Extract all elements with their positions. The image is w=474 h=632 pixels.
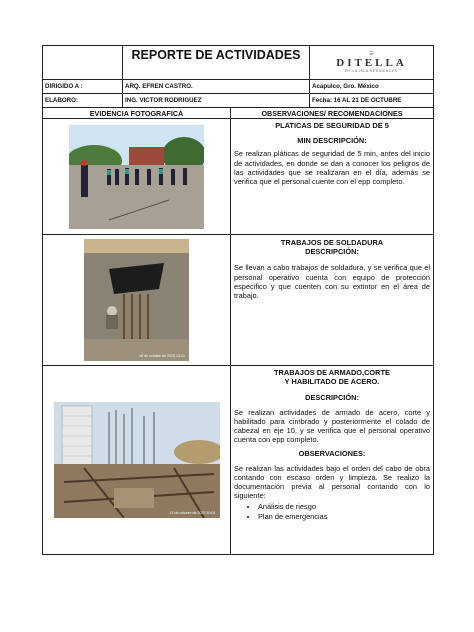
section-subtitle: MIN DESCRIPCIÓN: (297, 136, 367, 146)
photo-timestamp: 13 de octubre de 2023 10:01 (169, 511, 216, 515)
safety-talk-photo (69, 125, 204, 229)
elaboro-label: ELABORO: (43, 94, 123, 108)
section-title: TRABAJOS DE ARMADO,CORTE (274, 368, 390, 377)
report-table (42, 45, 434, 555)
elaboro-value: ING. VICTOR RODRIGUEZ (123, 94, 310, 108)
notes-cell-1 (231, 119, 434, 235)
observations-body: Se realizan las actividades bajo el orden del cabo de obra contando con escaso orden y limpieza. Se realizo la documentación previa al personal contando con lo siguiente: (234, 463, 431, 501)
photo-column-header: EVIDENCIA FOTOGRAFICA (43, 108, 231, 119)
logo-text: DITELLA (336, 57, 407, 69)
photo-timestamp: 16 de octubre de 2023 13:21 (139, 354, 185, 358)
dirigido-label: DIRIGIDO A : (43, 80, 123, 94)
section-subtitle: DESCRIPCIÓN: (305, 247, 359, 257)
photo-cell-3 (43, 366, 231, 555)
logo-emblem-icon: ☰ (369, 51, 374, 57)
report-page (42, 45, 433, 556)
notes-column-header: OBSERVACIONES/ RECOMENDACIONES (231, 108, 434, 119)
report-date: Fecha: 16 AL 21 DE OCTUBRE (310, 94, 434, 108)
section-body: Se realizan pláticas de seguridad de 5 min, antes del inicio de actividades, en donde se dan a conocer los peligros de las actividades que se realizaran en el día, además se verifica que el personal cuente con el epp completo. (234, 149, 431, 187)
section-body: Se realizan actividades de armado de acero, corte y habilitado para cimbrado y posteriormente el colado de cabezal en eje 10, y se verifica que el personal operativo cuenta con epp completo. (234, 407, 431, 445)
list-item: • Análisis de riesgo (258, 502, 430, 511)
checklist (234, 502, 430, 520)
section-title: PLATICAS DE SEGURIDAD DE 5 (275, 121, 389, 130)
list-item: • Plan de emergencias (258, 512, 430, 521)
report-title: REPORTE DE ACTIVIDADES (123, 46, 310, 80)
photo-cell-1 (43, 119, 231, 235)
blank-cell (43, 46, 123, 80)
notes-cell-3 (231, 366, 434, 555)
location: Acapulco, Gro. México (310, 80, 434, 94)
company-logo (310, 46, 434, 80)
logo-subtitle: BY LA ISLA RESIDENCES (345, 69, 398, 73)
photo-cell-2 (43, 235, 231, 366)
notes-cell-2 (231, 235, 434, 366)
section-subtitle: Y HABILITADO DE ACERO. (284, 377, 380, 387)
welding-photo (84, 239, 189, 361)
section-body: Se llevan a cabo trabajos de soldadura, y se verifica que el personal operativo cuenta con equipo de protección especifico y que cuenten con su extintor en el área de trabajo. (234, 263, 431, 301)
section-title: TRABAJOS DE SOLDADURA (280, 238, 384, 247)
steel-works-photo (54, 402, 220, 518)
dirigido-value: ARQ. EFREN CASTRO. (123, 80, 310, 94)
description-label: DESCRIPCIÓN: (305, 393, 359, 403)
observations-label: OBSERVACIONES: (298, 449, 366, 459)
